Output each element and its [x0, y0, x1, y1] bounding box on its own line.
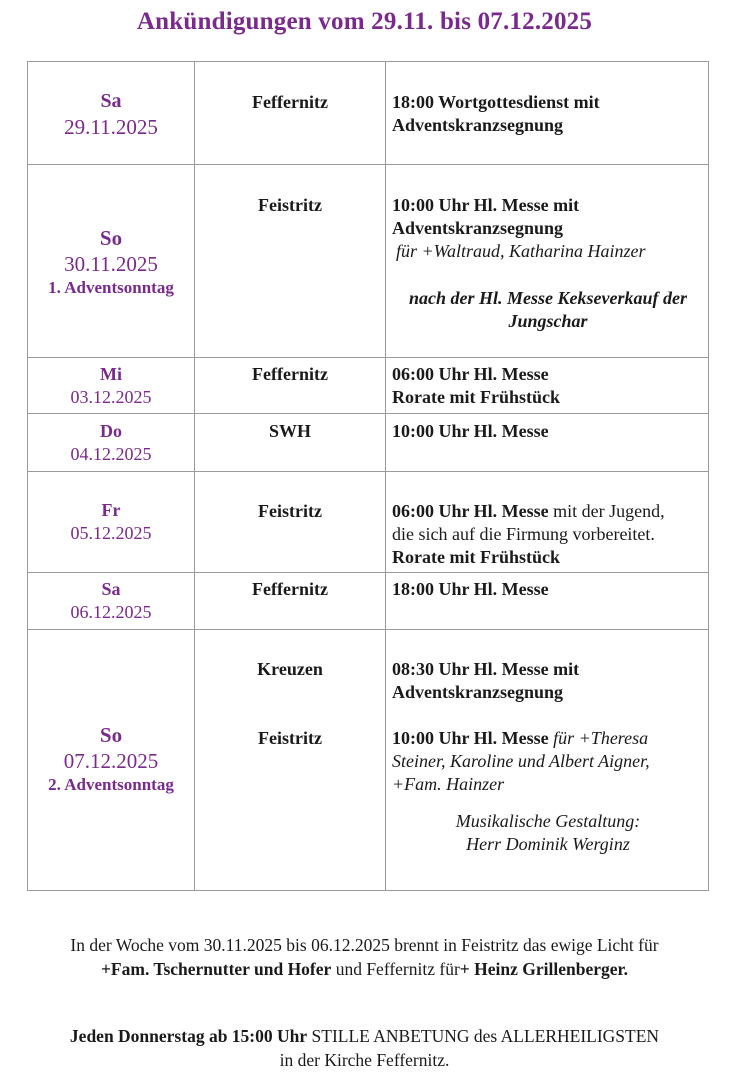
date-cell	[28, 358, 195, 414]
place: Feistritz	[258, 501, 322, 521]
weekday: Do	[100, 421, 122, 441]
notice-name: +Fam. Tschernutter und Hofer	[100, 959, 332, 979]
place-cell	[195, 414, 386, 472]
table-row	[28, 165, 709, 358]
table-row	[28, 630, 709, 891]
event-line: Adventskranzsegnung	[392, 218, 564, 238]
event-cell	[386, 165, 709, 358]
event-line: Adventskranzsegnung	[392, 115, 564, 135]
adoration-notice	[0, 1024, 729, 1072]
place: Kreuzen	[257, 659, 323, 679]
event-time: 10:00 Uhr Hl. Messe	[392, 728, 549, 748]
place-cell	[195, 358, 386, 414]
table-row	[28, 472, 709, 573]
notice-line: in der Kirche Feffernitz.	[279, 1050, 450, 1070]
event-line: 18:00 Wortgottesdienst mit	[392, 92, 600, 112]
place: Feffernitz	[252, 579, 328, 599]
event-cell	[386, 414, 709, 472]
place: Feistritz	[258, 728, 322, 748]
event-cell	[386, 630, 709, 891]
date: 06.12.2025	[70, 602, 152, 622]
sunday-label: 2. Adventsonntag	[48, 775, 174, 794]
place-cell	[195, 62, 386, 165]
event-time: 06:00 Uhr Hl. Messe	[392, 501, 549, 521]
date: 30.11.2025	[64, 252, 158, 276]
table-row	[28, 573, 709, 630]
weekday: So	[99, 226, 123, 250]
date-cell	[28, 62, 195, 165]
place-cell	[195, 472, 386, 573]
notice-line	[0, 957, 729, 981]
notice-text: STILLE ANBETUNG des ALLERHEILIGSTEN	[307, 1026, 660, 1046]
weekday: So	[99, 723, 123, 747]
notice-time: Jeden Donnerstag ab 15:00 Uhr	[69, 1026, 308, 1046]
notice-line: In der Woche vom 30.11.2025 bis 06.12.2025 brennt in Feistritz das ewige Licht für	[70, 935, 659, 955]
date-cell	[28, 573, 195, 630]
place-cell	[195, 573, 386, 630]
date: 05.12.2025	[70, 523, 152, 543]
event-line: Adventskranzsegnung	[392, 682, 564, 702]
place: Feffernitz	[252, 364, 328, 384]
event-cell	[386, 62, 709, 165]
event-line	[392, 727, 704, 750]
date-cell	[28, 165, 195, 358]
date-cell	[28, 414, 195, 472]
place: SWH	[268, 421, 311, 441]
eternal-light-notice	[0, 933, 729, 981]
event-line: 10:00 Uhr Hl. Messe	[392, 421, 549, 441]
weekday: Mi	[100, 364, 122, 384]
event-line: Rorate mit Frühstück	[392, 547, 560, 567]
event-cell	[386, 472, 709, 573]
weekday: Sa	[100, 90, 122, 112]
music-note: Herr Dominik Werginz	[466, 834, 630, 854]
event-note: Jungschar	[508, 311, 588, 331]
event-line: 08:30 Uhr Hl. Messe mit	[392, 659, 580, 679]
date-cell	[28, 630, 195, 891]
event-line: die sich auf die Firmung vorbereitet.	[392, 524, 655, 544]
schedule-table	[27, 61, 709, 891]
event-line: Rorate mit Frühstück	[392, 387, 560, 407]
event-line: 10:00 Uhr Hl. Messe mit	[392, 195, 580, 215]
weekday: Fr	[101, 500, 121, 520]
table-row	[28, 358, 709, 414]
event-cell	[386, 358, 709, 414]
event-cell	[386, 573, 709, 630]
date: 07.12.2025	[63, 749, 159, 773]
notice-name: + Heinz Grillenberger.	[459, 959, 629, 979]
place: Feistritz	[258, 195, 322, 215]
place-cell	[195, 630, 386, 891]
date-cell	[28, 472, 195, 573]
date: 03.12.2025	[70, 387, 152, 407]
event-intention: für +Waltraud, Katharina Hainzer	[396, 241, 646, 261]
event-intention: für +Theresa	[553, 728, 649, 748]
music-note: Musikalische Gestaltung:	[455, 811, 641, 831]
weekday: Sa	[101, 579, 121, 599]
event-intention: +Fam. Hainzer	[392, 774, 505, 794]
place: Feffernitz	[252, 92, 328, 112]
event-line: 18:00 Uhr Hl. Messe	[392, 579, 549, 599]
page-title: Ankündigungen vom 29.11. bis 07.12.2025	[136, 8, 593, 35]
date: 04.12.2025	[70, 444, 152, 464]
sunday-label: 1. Adventsonntag	[48, 278, 174, 297]
event-detail: mit der Jugend,	[553, 501, 665, 521]
notice-text: und Feffernitz für	[331, 959, 460, 979]
place-cell	[195, 165, 386, 358]
event-note: nach der Hl. Messe Kekseverkauf der	[409, 288, 687, 308]
notice-line	[0, 1024, 729, 1048]
event-line	[392, 500, 704, 523]
event-line: 06:00 Uhr Hl. Messe	[392, 364, 549, 384]
event-intention: Steiner, Karoline und Albert Aigner,	[392, 751, 650, 771]
table-row	[28, 62, 709, 165]
date: 29.11.2025	[64, 115, 158, 139]
table-row	[28, 414, 709, 472]
